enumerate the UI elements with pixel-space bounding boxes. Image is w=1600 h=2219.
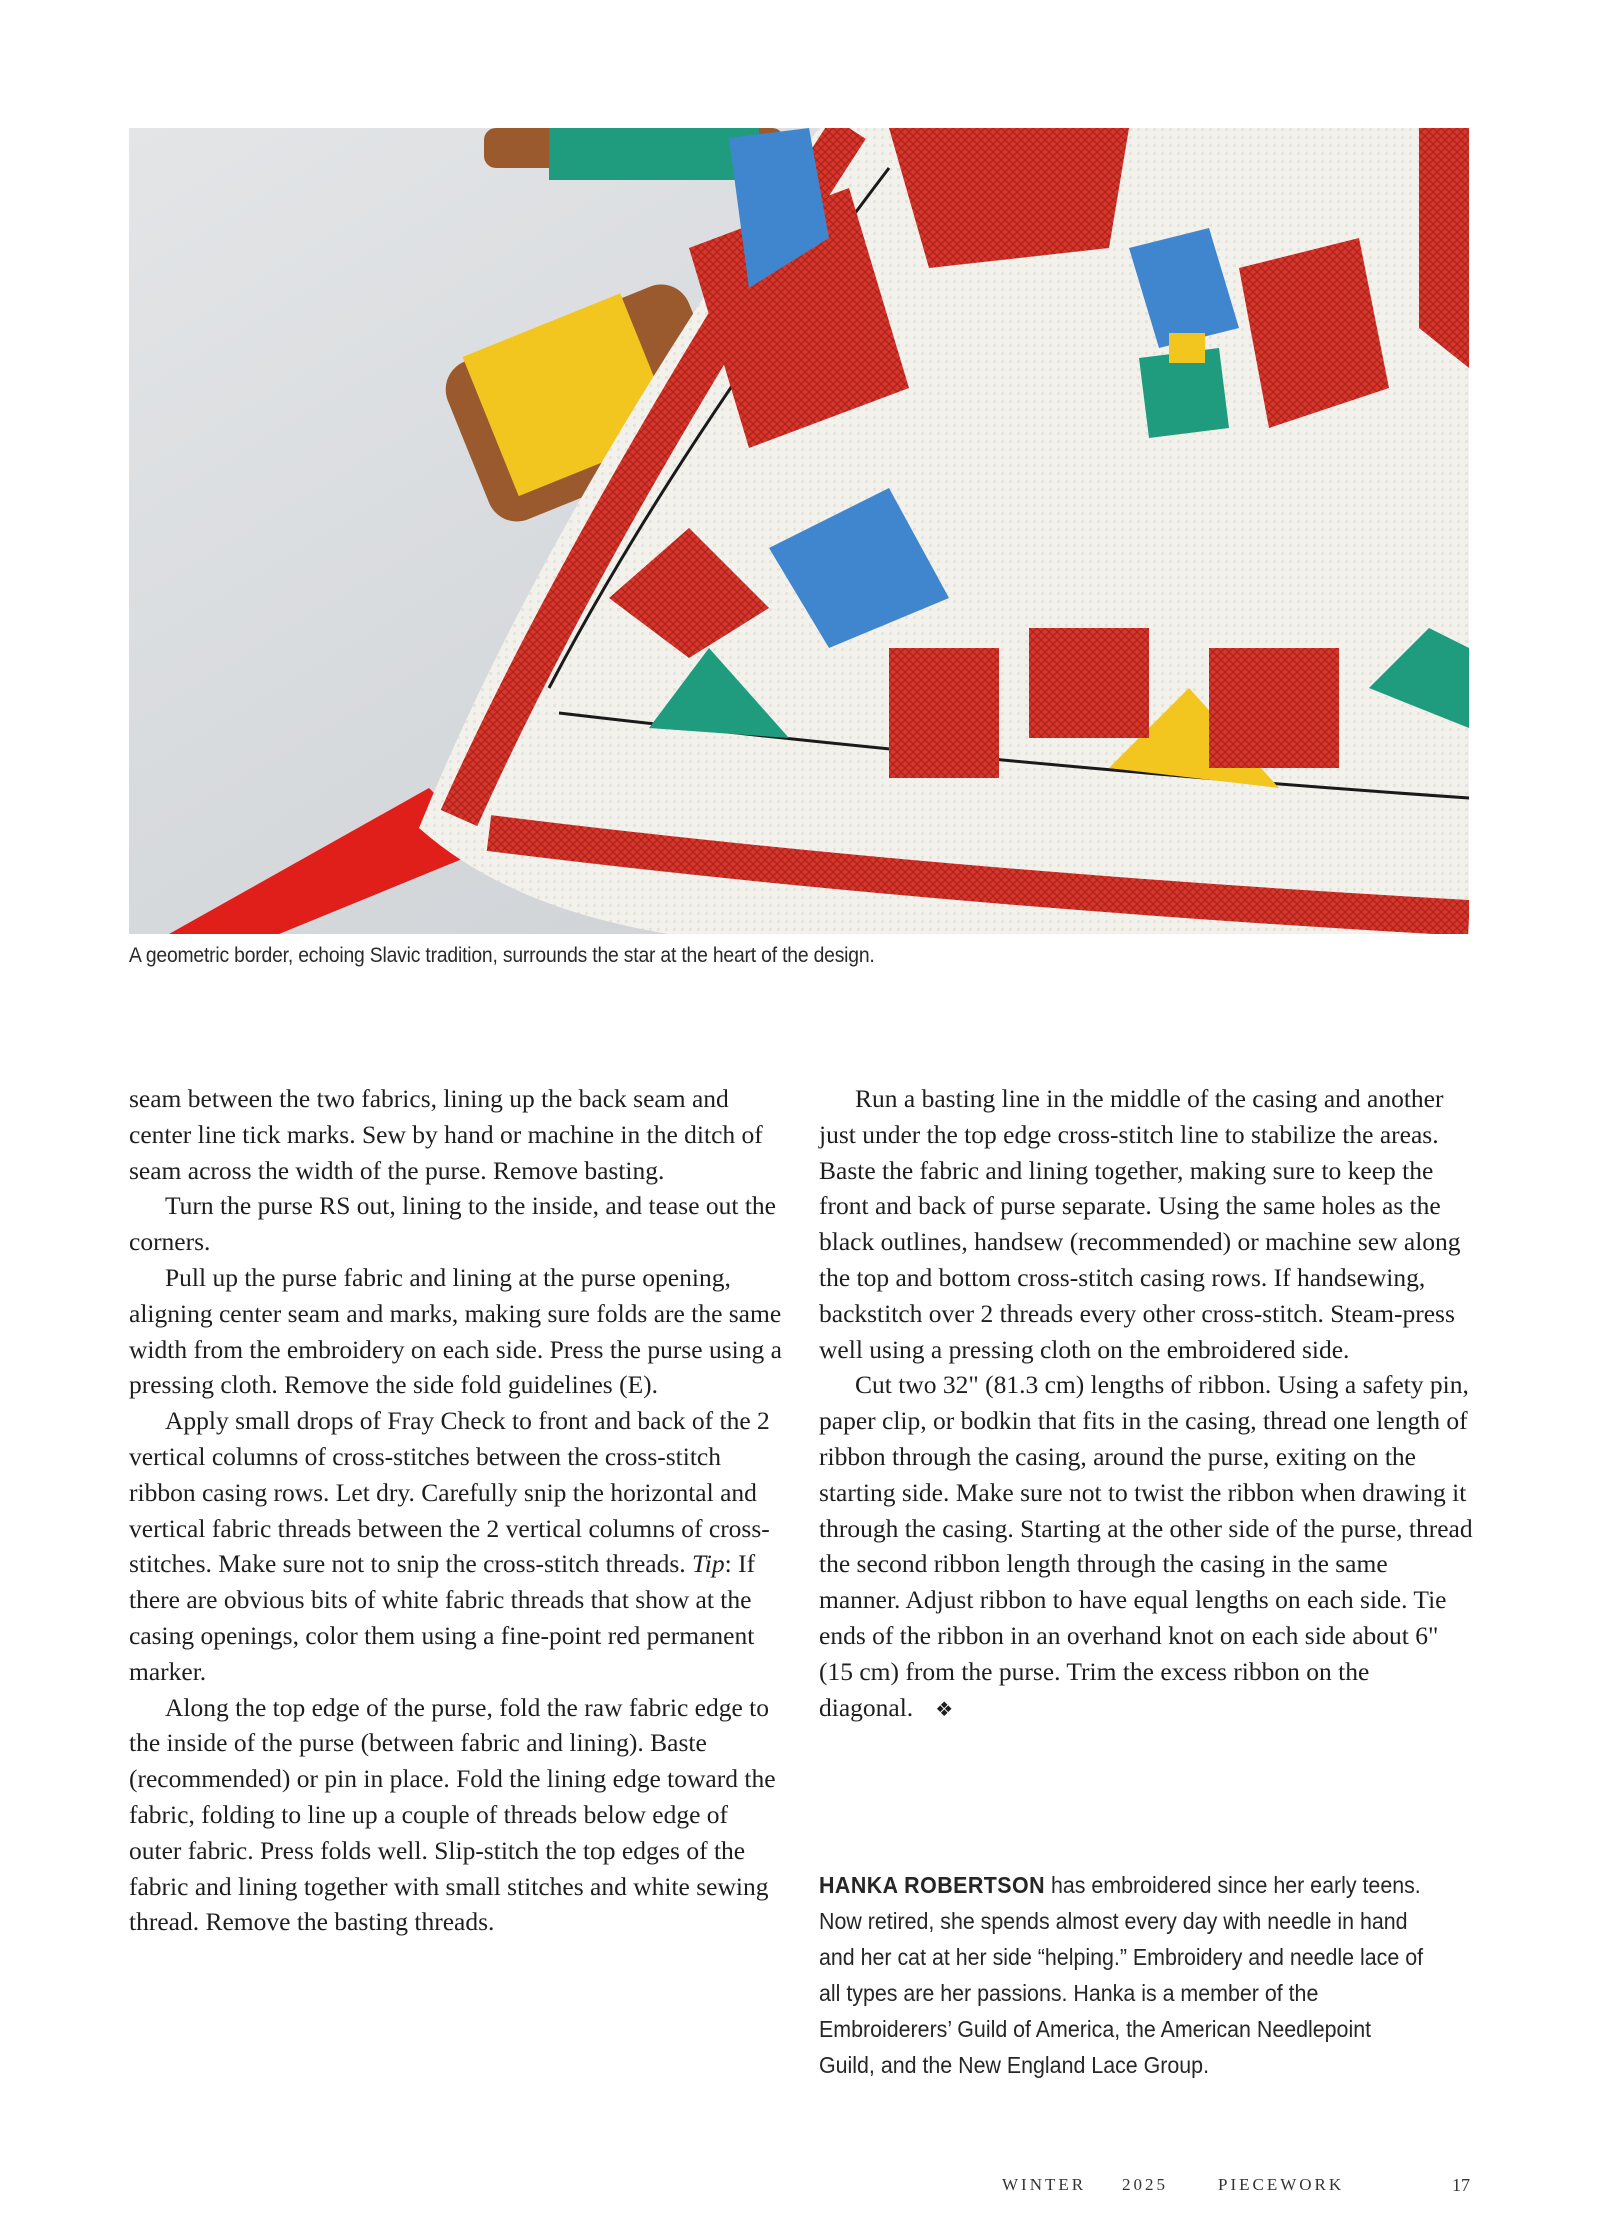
paragraph: Pull up the purse fabric and lining at the purse opening, aligning center seam and marks, making sure folds are the same width from the embroidery on each side. Press the purse using a pressing cloth. Remove the side fold guidelines (E). [129,1262,782,1400]
paragraph-text: Apply small drops of Fray Check to front and back of the 2 vertical columns of cross-stitches between the cross-stitch ribbon casing rows. Let dry. Carefully snip the horizontal and vertical fabric threads between the 2 vertical columns of cross-stitches. Make sure not to snip the cross-stitch threads. [129,1406,770,1579]
footer-magazine: PIECEWORK [1218,2175,1345,2194]
paragraph: Run a basting line in the middle of the casing and another just under the top edge cross-stitch line to stabilize the areas. Baste the fabric and lining together, making sure to keep the front and back of purse separate. Using the same holes as the black outlines, handsew (recommended) or machine sew along the top and bottom cross-stitch casing rows. If handsewing, backstitch over 2 threads every other cross-stitch. Steam-press well using a pressing cloth on the embroidered side. [819,1084,1461,1364]
author-name: HANKA ROBERTSON [819,1872,1046,1898]
paragraph [819,1367,1475,1727]
paragraph: seam between the two fabrics, lining up the back seam and center line tick marks. Sew by hand or machine in the ditch of seam across the width of the purse. Remove basting. [129,1084,763,1185]
cross-stitch-purse-photo [129,128,1469,934]
body-column-right [819,1081,1475,1727]
paragraph: Along the top edge of the purse, fold the raw fabric edge to the inside of the purse (between fabric and lining). Baste (recommended) or pin in place. Fold the lining edge toward the fabric, folding to line up a couple of threads below edge of outer fabric. Press folds well. Slip-stitch the top edges of the fabric and lining together with small stitches and white sewing thread. Remove the basting threads. [129,1692,776,1937]
author-bio-text: has embroidered since her early teens. Now retired, she spends almost every day with needle in hand and her cat at her side “helping.” Embroidery and needle lace of all types are her passions. Hanka is a member of the Embroiderers’ Guild of America, the American Needlepoint Guild, and the New England Lace Group. [819,1872,1424,2078]
paragraph-text: Cut two 32" (81.3 cm) lengths of ribbon. Using a safety pin, paper clip, or bodkin that fits in the casing, thread one length of ribbon through the casing, around the purse, exiting on the starting side. Make sure not to twist the ribbon when drawing it through the casing. Starting at the other side of the purse, thread the second ribbon length through the casing in the same manner. Adjust ribbon to have equal lengths on each side. Tie ends of the ribbon in an overhand knot on each side about 6" (15 cm) from the purse. Trim the excess ribbon on the diagonal. [819,1370,1473,1722]
body-column-left [129,1081,785,1940]
author-bio [819,1867,1433,2083]
end-mark-icon: ❖ [935,1696,954,1721]
tip-label: Tip [692,1549,725,1579]
paragraph [129,1403,785,1689]
footer-season: WINTER [1002,2175,1087,2194]
paragraph-text: : If there are obvious bits of white fabric threads that show at the casing openings, color them using a fine-point red permanent marker. [129,1549,756,1686]
footer-year: 2025 [1122,2175,1168,2194]
paragraph: Turn the purse RS out, lining to the inside, and tease out the corners. [129,1191,777,1257]
photo-caption: A geometric border, echoing Slavic tradition, surrounds the star at the heart of the design. [129,944,875,967]
page-number: 17 [1452,2175,1470,2195]
